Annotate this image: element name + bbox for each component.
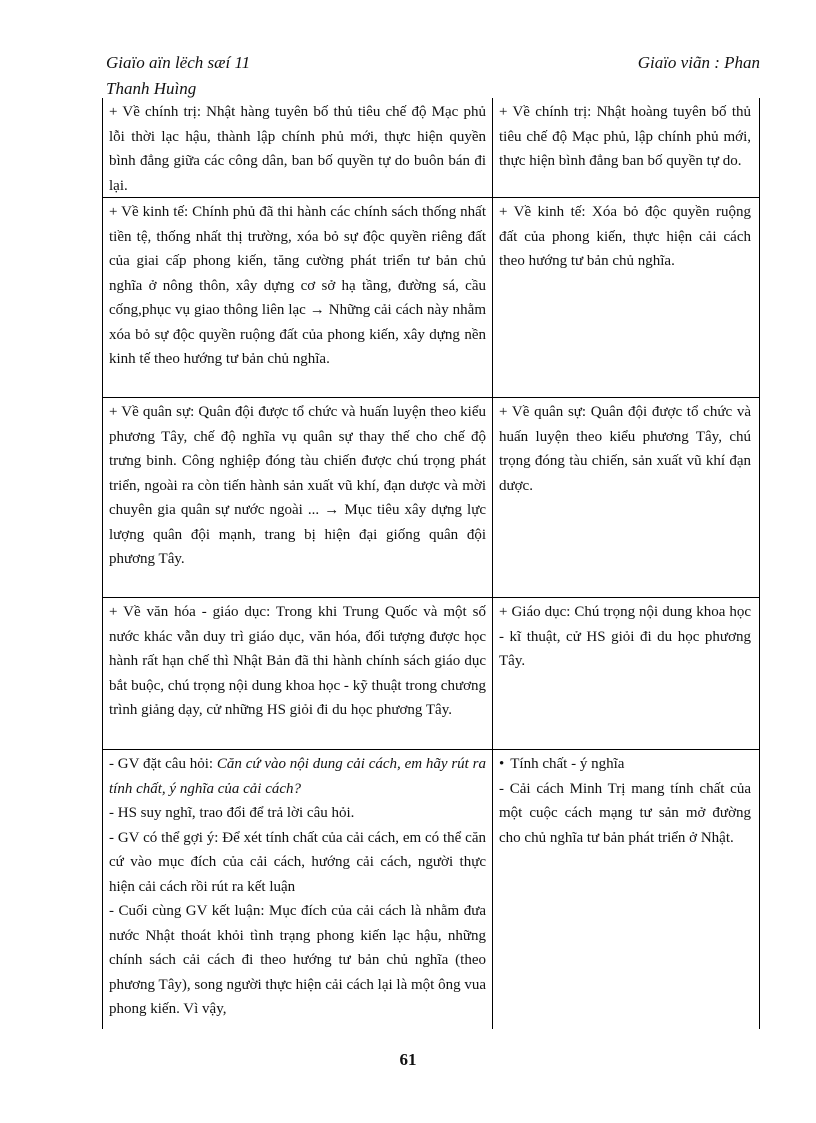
left-cell: + Về quân sự: Quân đội được tổ chức và huấn luyện theo kiểu phương Tây, chế độ nghĩa vụ quân sự thay thế cho chế độ trưng binh. Công nghiệp đóng tàu chiến được chú trọng phát triển, ngoài ra còn tiến hành sản xuất vũ khí, đạn dược và mời chuyên gia quân sự nước ngoài ... → Mục tiêu xây dựng lực lượng quân đội mạnh, trang bị hiện đại giống quân đội phương Tây. xyxy=(109,404,486,567)
question-prefix: - GV đặt câu hỏi: xyxy=(109,756,217,772)
right-cell: + Về kinh tế: Xóa bỏ độc quyền ruộng đất của phong kiến, thực hiện cải cách theo hướng tư bản chủ nghĩa. xyxy=(499,204,751,269)
header-author: Thanh Huìng xyxy=(106,79,197,98)
table-row xyxy=(103,98,759,197)
page-number: 61 xyxy=(399,1050,417,1069)
nature-text: - Cải cách Minh Trị mang tính chất của một cuộc cách mạng tư sản mở đường cho chủ nghĩa tư bản phát triển ở Nhật. xyxy=(499,780,751,846)
header-teacher: Giaïo viãn : Phan xyxy=(637,53,760,72)
left-cell: + Về văn hóa - giáo dục: Trong khi Trung Quốc và một số nước khác vẫn duy trì giáo dục, văn hóa, đối tượng được học hành rất hạn chế thì Nhật Bản đã thi hành chính sách giáo dục bắt buộc, chú trọng nội dung khoa học - kỹ thuật trong chương trình giảng dạy, cử những HS giỏi đi du học phương Tây. xyxy=(109,604,486,718)
content-table xyxy=(102,98,760,1029)
table-row xyxy=(103,597,759,750)
question-text: Căn cứ vào nội dung cải cách, em hãy rút ra tính chất, ý nghĩa của cải cách? xyxy=(109,756,486,797)
teacher-conclusion: - Cuối cùng GV kết luận: Mục đích của cải cách là nhằm đưa nước Nhật thoát khỏi tình trạng phong kiến lạc hậu, những chính sách cải cách đi theo hướng tư bản chủ nghĩa (theo phương Tây), song người thực hiện cải cách lại là một ông vua phong kiến. Vì vậy, xyxy=(109,903,486,1017)
teacher-hint: - GV có thể gợi ý: Để xét tính chất của cải cách, em có thể căn cứ vào mục đích của cải cách, hướng cải cách, người thực hiện cải cách rồi rút ra kết luận xyxy=(109,829,486,895)
header-left xyxy=(106,50,326,102)
table-row xyxy=(103,749,759,1030)
left-cell: + Về kinh tế: Chính phủ đã thi hành các chính sách thống nhất tiền tệ, thống nhất thị trường, xóa bỏ sự độc quyền riêng đất của giai cấp phong kiến, tăng cường phát triển tư bản chủ nghĩa ở nông thôn, xây dựng cơ sở hạ tầng, đường sá, cầu cống,phục vụ giao thông liên lạc → Những cải cách này nhằm xóa bỏ sự độc quyền ruộng đất của phong kiến, xây dựng nền kinh tế theo hướng tư bản chủ nghĩa. xyxy=(109,204,486,367)
table-row xyxy=(103,197,759,398)
right-cell: + Về quân sự: Quân đội được tổ chức và huấn luyện theo kiểu phương Tây, chú trọng đóng tàu chiến, sản xuất vũ khí đạn dược. xyxy=(499,404,751,494)
table-row xyxy=(103,397,759,598)
right-cell: + Về chính trị: Nhật hoàng tuyên bố thủ tiêu chế độ Mạc phủ, lập chính phủ mới, thực hiện bình đẳng ban bố quyền tự do. xyxy=(499,104,751,169)
right-cell: + Giáo dục: Chú trọng nội dung khoa học - kĩ thuật, cử HS giỏi đi du học phương Tây. xyxy=(499,604,751,669)
left-cell: + Về chính trị: Nhật hàng tuyên bố thủ tiêu chế độ Mạc phủ lỗi thời lạc hậu, thành lập chính phủ mới, thực hiện quyền bình đẳng giữa các công dân, ban bố quyền tự do buôn bán đi lại. xyxy=(109,104,486,194)
nature-heading: • Tính chất - ý nghĩa xyxy=(499,752,751,777)
student-task: - HS suy nghĩ, trao đổi để trả lời câu hỏi. xyxy=(109,805,355,821)
header-subject: Giaïo aïn lëch sæí 11 xyxy=(106,53,251,72)
teacher-question xyxy=(109,752,486,801)
left-cell xyxy=(109,752,486,1022)
right-cell xyxy=(499,752,751,850)
